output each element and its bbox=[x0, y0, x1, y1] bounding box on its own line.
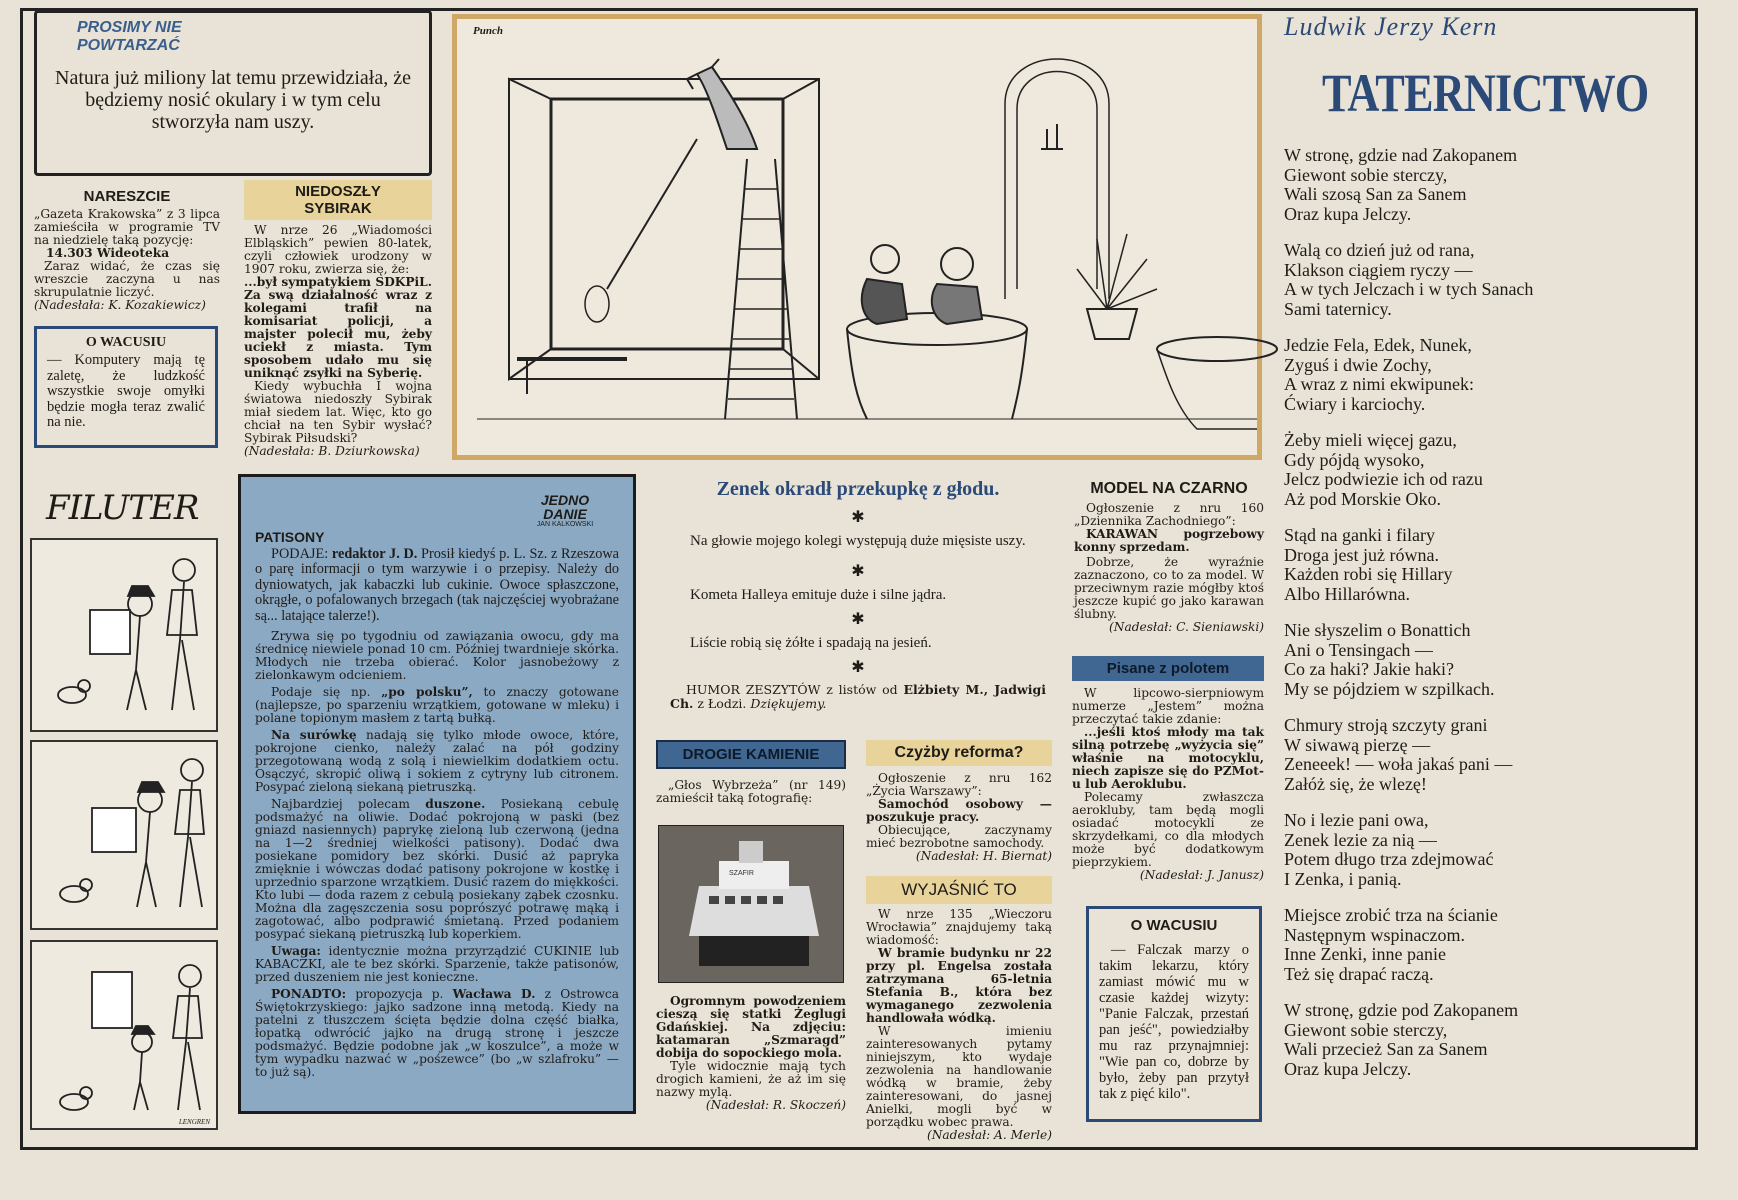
star-icon: ✱ bbox=[851, 509, 865, 526]
wyjasnic-title: WYJAŚNIĆ TO bbox=[866, 876, 1052, 904]
jedno-danie-logo: JEDNO DANIE JAN KALKOWSKI bbox=[536, 492, 594, 528]
kamienie-text: „Głos Wybrzeża” (nr 149) zamieścił taką fotografię: bbox=[656, 778, 846, 805]
zenek-line-2: Kometa Halleya emituje duże i silne jądra. bbox=[690, 587, 947, 603]
zenek-footer: HUMOR ZESZYTÓW z listów od Elżbiety M., Jadwigi Ch. z Łodzi. Dziękujemy. bbox=[670, 682, 1046, 712]
filuter-drawing-3 bbox=[32, 942, 216, 1128]
reforma-text: Ogłoszenie z nru 162 „Życia Warszawy”: bbox=[866, 771, 1052, 798]
cartoon-credit: Punch bbox=[473, 25, 503, 37]
poem-stanza: Stąd na ganki i filary Droga jest już równa. Każden robi się Hillary Albo Hillarówna. bbox=[1284, 525, 1453, 604]
pisane-text2: Polecamy zwłaszcza aerokluby, tam będą mogli osiadać motocykli ze skrzydełkami, co dla młodych może być dodatkowym pieprzykiem. bbox=[1072, 790, 1264, 869]
cartoon-panel bbox=[452, 14, 1262, 460]
wacusiu-text-1: — Komputery mają tę zaletę, że ludzkość wszystkie swoje omyłki będzie mogła teraz zwalić na nie. bbox=[47, 352, 205, 430]
sybirak-quote: ...był sympatykiem SDKPiL. Za swą działalność wraz z kolegami trafił na komisariat policji, a majster polecił mu, żeby uciekł z miasta. Tym sposobem udało mu się uniknąć zsyłki na Syberię. bbox=[244, 275, 432, 380]
reforma-text2: Obiecujące, zaczynamy mieć bezrobotne samochody. bbox=[866, 823, 1052, 850]
nareszcie-title: NARESZCIE bbox=[83, 188, 171, 205]
zenek-article bbox=[670, 478, 1046, 728]
sybirak-title-1: NIEDOSZŁY bbox=[295, 183, 381, 200]
kamienie-article bbox=[656, 740, 846, 1130]
filuter-drawing-2 bbox=[32, 742, 216, 928]
model-article bbox=[1074, 480, 1264, 650]
nareszcie-text2: Zaraz widać, że czas się wreszcie zaczyna u nas skrupulatnie liczyć. bbox=[34, 259, 220, 299]
reforma-quote: Samochód osobowy — poszukuje pracy. bbox=[866, 797, 1052, 824]
prosimy-title-2: POWTARZAĆ bbox=[77, 37, 180, 54]
ship-photo bbox=[658, 825, 844, 983]
zenek-line-3: Liście robią się żółte i spadają na jesień. bbox=[690, 635, 932, 651]
patisony-p4: Na surówkę nadają się tylko młode owoce, które, pokrojone cienko, należy zalać na pół godziny przegotowaną wodą z solą i niewielkim dodatkiem octu. Osączyć, skropić oliwą i sokiem z cytryny lub citronem. Posypać zieloną siekaną pietruszką. bbox=[255, 728, 620, 795]
star-icon: ✱ bbox=[851, 611, 865, 628]
zenek-line-1: Na głowie mojego kolegi występują duże mięsiste uszy. bbox=[690, 533, 1026, 549]
poem-column bbox=[1284, 12, 1690, 1146]
filuter-logo: FILUTER bbox=[46, 488, 199, 528]
filuter-strip-3 bbox=[30, 940, 218, 1130]
poem-stanza: Miejsce zrobić trza na ścianie Następnym wspinaczom. Inne Zenki, inne panie Też się drapać raczą. bbox=[1284, 905, 1498, 984]
wyjasnic-text: W nrze 135 „Wieczoru Wrocławia” znajdujemy taką wiadomość: bbox=[866, 907, 1052, 947]
poem-stanza: Chmury stroją szczyty grani W siwawą pierzę — Zeneeek! — woła jakaś pani — Załóż się, że wlezę! bbox=[1284, 715, 1513, 794]
poem-stanza: No i lezie pani owa, Zenek lezie za nią — Potem długo trza zdejmować I Zenka, i panią. bbox=[1284, 810, 1494, 889]
sybirak-text2: Kiedy wybuchła I wojna światowa niedoszły Sybirak miał siedem lat. Więc, kto go chciał na ten Sybir wysłać? Sybirak Piłsudski? bbox=[244, 379, 432, 445]
reforma-credit: (Nadesłał: H. Biernat) bbox=[915, 849, 1052, 863]
poem-stanza: Żeby mieli więcej gazu, Gdy pójdą wysoko, Jelcz podwiezie ich od razu Aż pod Morskie Oko. bbox=[1284, 430, 1483, 509]
pisane-quote: ...jeśli ktoś młody ma tak silną potrzebę „wyżycia się” właśnie na motocyklu, niech zapisze się do PZMot-u lub Aeroklubu. bbox=[1072, 725, 1264, 791]
wyjasnic-quote: W bramie budynku nr 22 przy pl. Engelsa została zatrzymana 65-letnia Stefania B., która bez wymaganego zezwolenia handlowała wódką. bbox=[866, 946, 1052, 1025]
poem-title: TATERNICTWO bbox=[1322, 63, 1649, 123]
patisony-p2: Zrywa się po tygodniu od zawiązania owocu, gdy ma średnicę niewiele ponad 10 cm. Później twardnieje skórka. Młodych nie trzeba obierać. Kolor jasnobeżowy z zielonkawym odcieniem. bbox=[255, 629, 619, 683]
nareszcie-article bbox=[34, 188, 220, 318]
nareszcie-text: „Gazeta Krakowska” z 3 lipca zamieściła w programie TV na niedzielę taką pozycję: bbox=[34, 207, 220, 247]
wyjasnic-text2: W imieniu zainteresowanych pytamy niniejszym, kto wydaje zezwolenia na handlowanie wódką w bramie, żeby zainteresowani, do jasnej Anielki, mogli być w porządku wobec prawa. bbox=[866, 1024, 1052, 1129]
model-text2: Dobrze, że wyraźnie zaznaczono, co to za model. W przeciwnym razie mógłby ktoś jeszcze kupić go jako karawan ślubny. bbox=[1074, 555, 1264, 621]
sybirak-article bbox=[244, 180, 432, 462]
star-icon: ✱ bbox=[851, 563, 865, 580]
ship-photo-label: SZAFIR bbox=[729, 870, 754, 877]
poem-body bbox=[1284, 146, 1690, 1079]
poem-stanza: Nie słyszelim o Bonattich Ani o Tensingach — Co za haki? Jakie haki? My se pójdziem w szpilkach. bbox=[1284, 620, 1495, 699]
kamienie-credit: (Nadesłał: R. Skoczeń) bbox=[705, 1098, 846, 1112]
prosimy-title-1: PROSIMY NIE bbox=[77, 19, 182, 36]
patisony-article bbox=[238, 474, 636, 1114]
wacusiu-title-1: O WACUSIU bbox=[85, 335, 167, 350]
pisane-title: Pisane z polotem bbox=[1072, 656, 1264, 681]
patisony-p3: Podaje się np. „po polsku”, to znaczy gotowane (najlepsze, po sparzeniu wrzątkiem, gotowane w mleku) i polane topionym masłem z tartą bułką. bbox=[255, 685, 619, 726]
model-title: MODEL NA CZARNO bbox=[1090, 480, 1248, 497]
pisane-text: W lipcowo-sierpniowym numerze „Jestem” można przeczytać takie zdanie: bbox=[1072, 686, 1264, 726]
pisane-article bbox=[1072, 656, 1264, 888]
wyjasnic-credit: (Nadesłał: A. Merle) bbox=[926, 1128, 1052, 1142]
sybirak-text: W nrze 26 „Wiadomości Elbląskich” pewien 80-latek, czyli człowiek urodzony w 1907 roku, zwierza się, że: bbox=[244, 223, 432, 276]
kamienie-text2: Tyle widocznie mają tych drogich kamieni, że aż im się nazwy mylą. bbox=[656, 1059, 846, 1099]
poem-stanza: Walą co dzień już od rana, Klakson ciągiem ryczy — A w tych Jelczach i w tych Sanach Sami taternicy. bbox=[1284, 240, 1534, 319]
wacusiu-box-1 bbox=[34, 326, 218, 448]
zenek-title: Zenek okradł przekupkę z głodu. bbox=[716, 478, 1000, 500]
kamienie-title: DROGIE KAMIENIE bbox=[656, 740, 846, 769]
reforma-article bbox=[866, 740, 1052, 874]
wacusiu-title-2: O WACUSIU bbox=[1130, 917, 1218, 934]
nareszcie-highlight: 14.303 Wideoteka bbox=[46, 246, 170, 260]
poem-stanza: W stronę, gdzie nad Zakopanem Giewont sobie sterczy, Wali szosą San za Sanem Oraz kupa Jelczy. bbox=[1284, 145, 1518, 224]
patisony-title: PATISONY bbox=[255, 529, 325, 545]
poem-author: Ludwik Jerzy Kern bbox=[1284, 12, 1498, 41]
wyjasnic-article bbox=[866, 876, 1052, 1142]
patisony-p7: PONADTO: propozycja p. Wacława D. z Ostrowca Świętokrzyskiego: jajko sadzone inną metodą. Kiedy na patelni z tłuszczem ścięta będzie dolna część białka, łopatką odwrócić jajko na drugą stronę i jeszcze podsmażyć. Będzie podobne jak „w koszulce”, a może w tym wypadku nazwać w „pośzewce” (bo „w szlafroku” — to już są). bbox=[255, 987, 620, 1080]
kamienie-caption: Ogromnym powodzeniem cieszą się statki Żeglugi Gdańskiej. Na zdjęciu: katamaran „Szmaragd” dobija do sopockiego mola. bbox=[656, 994, 846, 1060]
model-credit: (Nadesłał: C. Sieniawski) bbox=[1109, 620, 1264, 634]
patisony-p5: Najbardziej polecam duszone. Posiekaną cebulę podsmażyć na oliwie. Dodać pokrojoną w paski (bez gniazd nasiennych) paprykę zieloną lub czerwoną (jedna na 1—2 średniej wielkości patisony). Dodać dwa posiekane pomidory bez skórki. Dusić aż papryka zmięknie i wówczas dodać patisony pokrojone w kostkę i uprzednio sparzone wrzątkiem. Dusić razem do miękkości. Kto lubi — doda razem z cebulą posiekany ząbek czosnku. Można dla zagęszczenia sosu poprószyć potrawę mąką i zagotować, albo podprawić śmietaną. Przed podaniem posypać siekaną pietruszką lub koperkiem. bbox=[255, 797, 619, 942]
model-text: Ogłoszenie z nru 160 „Dziennika Zachodniego”: bbox=[1074, 501, 1264, 528]
patisony-p6: Uwaga: identycznie można przyrządzić CUKINIE lub KABACZKI, ale te bez skórki. Sparzenie, także patisonów, przed duszeniem nie jest konieczne. bbox=[255, 944, 619, 985]
filuter-drawing-1 bbox=[32, 540, 216, 730]
pisane-credit: (Nadesłał: J. Janusz) bbox=[1139, 868, 1264, 882]
filuter-strip-2 bbox=[30, 740, 218, 930]
wacusiu-box-2 bbox=[1086, 906, 1262, 1122]
poem-stanza: W stronę, gdzie pod Zakopanem Giewont sobie sterczy, Wali przecież San za Sanem Oraz kupa Jelczy. bbox=[1284, 1000, 1519, 1079]
cartoon-drawing bbox=[457, 19, 1257, 455]
sybirak-title-2: SYBIRAK bbox=[304, 200, 372, 217]
star-icon: ✱ bbox=[851, 659, 865, 676]
prosimy-text: Natura już miliony lat temu przewidziała, że będziemy nosić okulary i w tym celu stworzyła nam uszy. bbox=[55, 67, 411, 133]
wacusiu-text-2: — Falczak marzy o takim lekarzu, który zamiast mówić mu w czasie każdej wizyty: "Panie Falczak, przestań pan jeść", powiedziałby mu raz przynajmniej: "Wie pan co, dobrze by było, żeby pan przytył tak z pięć kilo". bbox=[1099, 942, 1249, 1102]
sybirak-credit: (Nadesłała: B. Dziurkowska) bbox=[244, 444, 420, 458]
model-quote: KARAWAN pogrzebowy konny sprzedam. bbox=[1074, 527, 1264, 554]
reforma-title: Czyżby reforma? bbox=[866, 740, 1052, 766]
poem-stanza: Jedzie Fela, Edek, Nunek, Zyguś i dwie Zochy, A wraz z nimi ekwipunek: Ćwiary i karciochy. bbox=[1284, 335, 1474, 414]
filuter-strip-1 bbox=[30, 538, 218, 732]
filuter-signature: LENGREN bbox=[178, 1118, 210, 1126]
patisony-p1: PODAJE: redaktor J. D. Prosił kiedyś p. L. Sz. z Rzeszowa o parę informacji o tym warzywie i o przepisy. Należy do dyniowatych, jak kabaczki lub cukinie. Owoce spłaszczone, okrągłe, o pofalowanych brzegach (tak najczęściej wyobrażane są... latające talerze!). bbox=[255, 546, 620, 624]
prosimy-box bbox=[34, 10, 432, 176]
nareszcie-credit: (Nadesłała: K. Kozakiewicz) bbox=[34, 298, 206, 312]
